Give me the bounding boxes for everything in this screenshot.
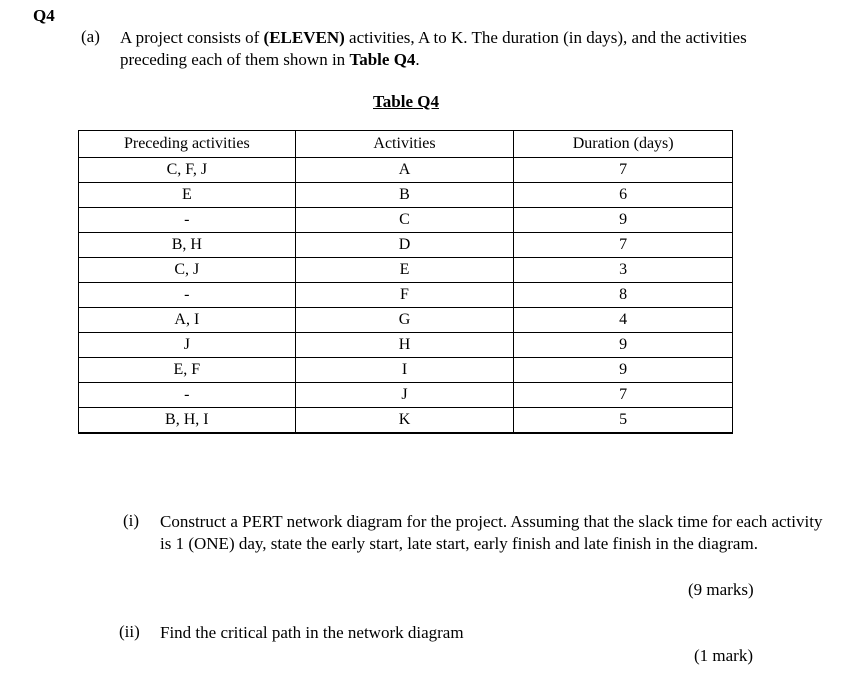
cell-duration: 3 — [514, 258, 733, 283]
cell-preceding: C, J — [79, 258, 296, 283]
intro-bold-count: (ELEVEN) — [263, 28, 345, 47]
table-row — [79, 258, 733, 283]
subquestion-ii-text: Find the critical path in the network diagram — [160, 623, 464, 642]
table-row — [79, 333, 733, 358]
cell-preceding: E — [79, 183, 296, 208]
subquestion-ii-label: (ii) — [119, 622, 140, 641]
cell-duration: 9 — [514, 333, 733, 358]
cell-duration: 7 — [514, 158, 733, 183]
cell-preceding: J — [79, 333, 296, 358]
table-row — [79, 383, 733, 408]
table-row — [79, 308, 733, 333]
intro-text-middle: activities, A to K. The duration (in days), and the activities preceding each of them shown in — [120, 28, 747, 69]
cell-activity: K — [295, 408, 514, 434]
table-row — [79, 158, 733, 183]
cell-preceding: - — [79, 283, 296, 308]
cell-preceding: B, H, I — [79, 408, 296, 434]
cell-duration: 4 — [514, 308, 733, 333]
cell-activity: B — [295, 183, 514, 208]
table-row — [79, 283, 733, 308]
intro-text-start: A project consists of — [120, 28, 264, 47]
cell-preceding: - — [79, 383, 296, 408]
cell-duration: 7 — [514, 383, 733, 408]
subquestion-ii-marks: (1 mark) — [694, 646, 754, 665]
cell-preceding: B, H — [79, 233, 296, 258]
header-activities: Activities — [295, 131, 514, 158]
question-number: Q4 — [33, 6, 55, 25]
cell-preceding: E, F — [79, 358, 296, 383]
cell-activity: G — [295, 308, 514, 333]
table-header-row — [79, 131, 733, 158]
intro-table-reference: Table Q4 — [349, 50, 416, 69]
cell-duration: 7 — [514, 233, 733, 258]
cell-activity: H — [295, 333, 514, 358]
subquestion-i-text: Construct a PERT network diagram for the project. Assuming that the slack time for each activity is 1 (ONE) day, state the early start, late start, early finish and late finish in the diagram. — [160, 512, 823, 553]
cell-activity: D — [295, 233, 514, 258]
table-row — [79, 183, 733, 208]
cell-preceding: - — [79, 208, 296, 233]
cell-duration: 9 — [514, 358, 733, 383]
cell-preceding: A, I — [79, 308, 296, 333]
cell-activity: C — [295, 208, 514, 233]
activities-table — [78, 130, 733, 434]
subquestion-i-marks: (9 marks) — [688, 580, 754, 599]
cell-duration: 5 — [514, 408, 733, 434]
cell-activity: I — [295, 358, 514, 383]
intro-text-end: . — [415, 50, 420, 69]
cell-activity: E — [295, 258, 514, 283]
cell-activity: A — [295, 158, 514, 183]
table-row — [79, 408, 733, 434]
cell-activity: J — [295, 383, 514, 408]
cell-preceding: C, F, J — [79, 158, 296, 183]
table-row — [79, 208, 733, 233]
table-title: Table Q4 — [373, 92, 439, 111]
header-preceding: Preceding activities — [79, 131, 296, 158]
subquestion-i-label: (i) — [123, 511, 140, 530]
header-duration: Duration (days) — [514, 131, 733, 158]
table-row — [79, 358, 733, 383]
cell-activity: F — [295, 283, 514, 308]
cell-duration: 9 — [514, 208, 733, 233]
cell-duration: 6 — [514, 183, 733, 208]
cell-duration: 8 — [514, 283, 733, 308]
part-label: (a) — [81, 27, 100, 46]
table-row — [79, 233, 733, 258]
question-intro — [120, 27, 780, 71]
